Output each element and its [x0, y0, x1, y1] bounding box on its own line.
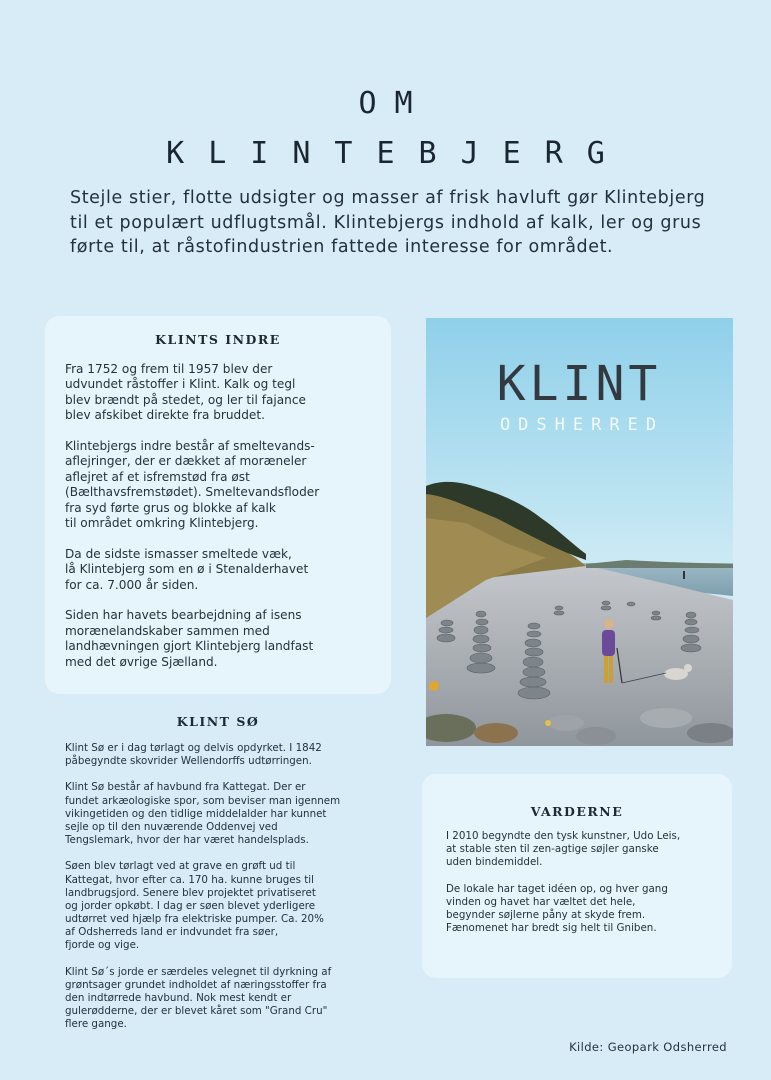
intro-paragraph: Stejle stier, flotte udsigter og masser af frisk havluft gør Klintebjerg til et populært udflugtsmål. Klintebjergs indhold af kalk, ler og grus førte til, at råstofindustrien fattede interesse for området.	[70, 188, 706, 257]
varderne-card	[422, 774, 732, 978]
klints-indre-text	[65, 362, 380, 685]
klints-indre-heading: KLINTS INDRE	[155, 332, 281, 347]
klints-indre-paragraph: Da de sidste ismasser smeltede væk, lå Klintebjerg som en ø i Stenalderhavet for ca. 7.000 år siden.	[65, 546, 309, 592]
source-credit: Kilde: Geopark Odsherred	[569, 1040, 727, 1054]
page-title-line2: KLINTEBJERG	[166, 136, 629, 172]
varderne-paragraph: I 2010 begyndte den tysk kunstner, Udo Leis, at stable sten til zen-agtige søjler ganske uden bindemiddel.	[446, 830, 681, 869]
klint-so-heading: KLINT SØ	[176, 714, 260, 729]
poster-subtitle: ODSHERRED	[499, 415, 665, 435]
klint-so-text	[65, 742, 385, 1045]
klints-indre-paragraph: Klintebjergs indre består af smeltevands- aflejringer, der er dækket af moræneler aflejret af et isfremstød fra øst (Bælthavsfremstødet). Smeltevandsfloder fra syd førte grus og blokke af kalk til området omkring Klintebjerg.	[65, 439, 320, 531]
klint-so-paragraph: Søen blev tørlagt ved at grave en grøft ud til Kattegat, hvor efter ca. 170 ha. kunne bruges til landbrugsjord. Senere blev projektet privatiseret og jorder opkøbt. I dag er søen blevet yderligere udtørret ved hjælp fra elektriske pumper. Ca. 20% af Odsherreds land er indvundet fra søer, fjorde og vige.	[65, 860, 324, 952]
klints-indre-card	[45, 316, 391, 694]
klint-so-paragraph: Klint Sø´s jorde er særdeles velegnet til dyrkning af grøntsager grundet indholdet af næringsstoffer fra den indtørrede havbund. Nok mest kendt er gulerødderne, der er blevet kåret som "Grand Cru" flere gange.	[65, 965, 332, 1031]
varderne-heading: VARDERNE	[530, 804, 624, 819]
varderne-paragraph: De lokale har taget idéen op, og hver gang vinden og havet har væltet det hele, begynder søjlerne påny at skyde frem. Fænomenet har bredt sig helt til Gniben.	[446, 882, 668, 935]
poster-title: KLINT	[496, 356, 662, 412]
page-title-line1: OM	[358, 86, 431, 122]
klints-indre-paragraph: Fra 1752 og frem til 1957 blev der udvundet råstoffer i Klint. Kalk og tegl blev brændt på stedet, og ler til fajance blev afskibet direkte fra bruddet.	[65, 362, 306, 423]
klint-so-paragraph: Klint Sø består af havbund fra Kattegat. Der er fundet arkæologiske spor, som beviser man igennem vikingetiden og den tidlige middelalder har kunnet sejle op til den nuværende Oddenvej ved Tengslemark, hvor der har været handelsplads.	[65, 781, 341, 847]
klint-so-paragraph: Klint Sø er i dag tørlagt og delvis opdyrket. I 1842 påbegyndte skovrider Wellendorffs udtørringen.	[65, 742, 322, 768]
klint-poster-image	[426, 318, 733, 746]
varderne-text	[446, 830, 726, 948]
klints-indre-paragraph: Siden har havets bearbejdning af isens morænelandskaber sammen med landhævningen gjort Klintebjerg landfast med det øvrige Sjælland.	[65, 608, 314, 669]
